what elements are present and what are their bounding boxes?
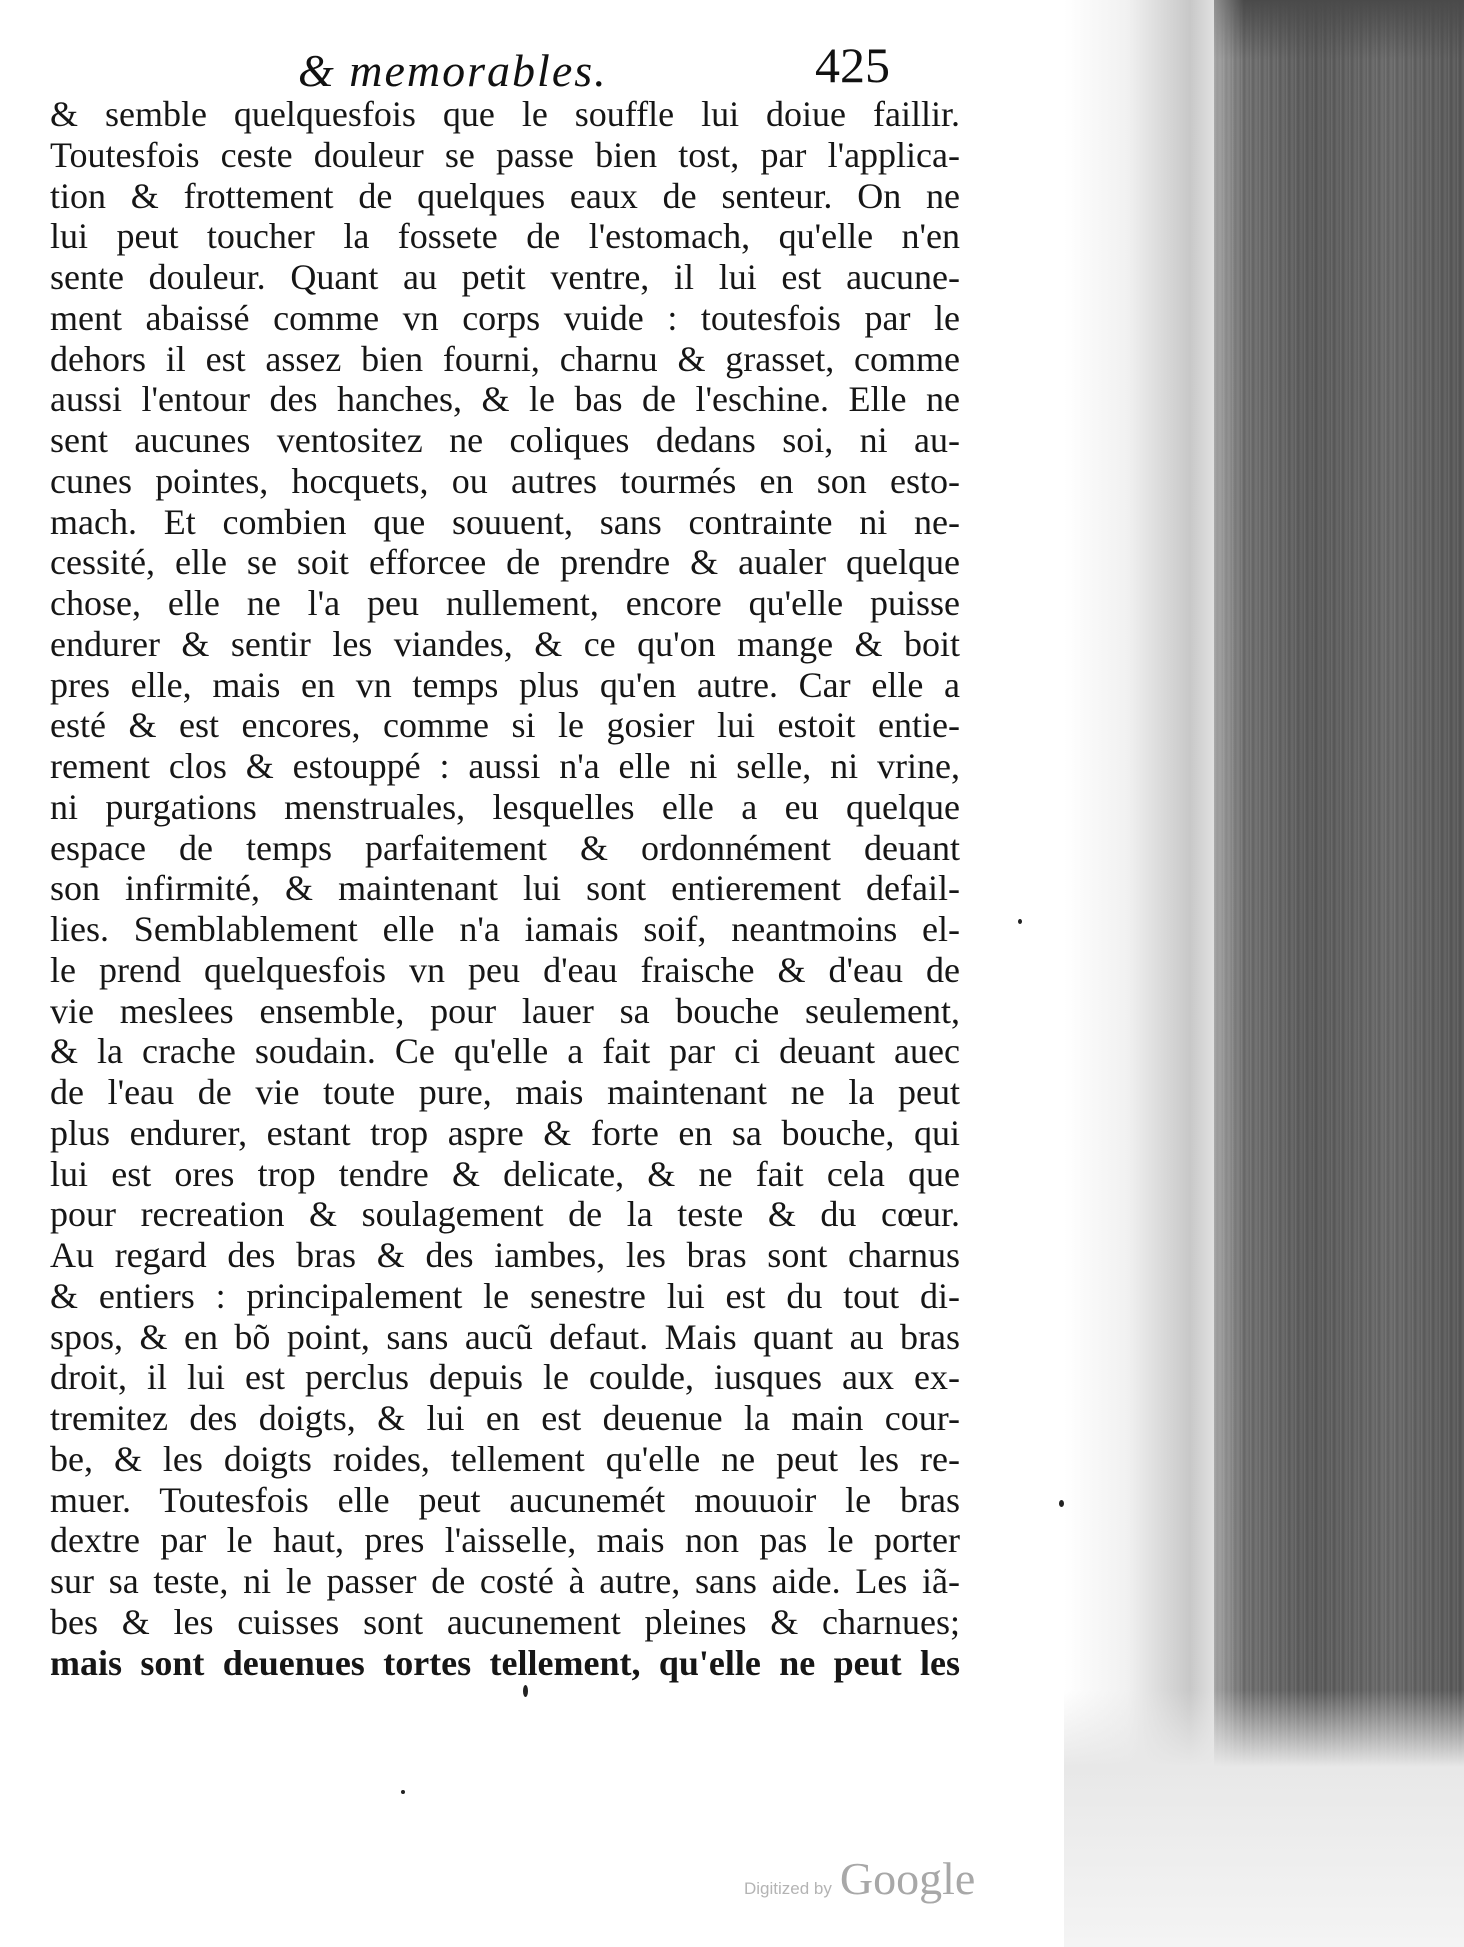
text-line: chose, elle ne l'a peu nullement, encore qu'elle puisse bbox=[50, 583, 960, 623]
ink-speck bbox=[1018, 919, 1022, 924]
text-line: vie meslees ensemble, pour lauer sa bouche seulement, bbox=[50, 990, 960, 1031]
digitized-label: Digitized by bbox=[744, 1879, 832, 1898]
text-line: spos, & en bõ point, sans aucũ defaut. Mais quant au bras bbox=[50, 1316, 960, 1357]
text-line: Au regard des bras & des iambes, les bras sont charnus bbox=[50, 1235, 960, 1275]
text-line: be, & les doigts roides, tellement qu'elle ne peut les re- bbox=[50, 1438, 960, 1479]
text-line: & entiers : principalement le senestre lui est du tout di- bbox=[50, 1275, 960, 1316]
text-line: bes & les cuisses sont aucunement pleines & charnues; bbox=[50, 1601, 960, 1642]
page-number: 425 bbox=[815, 37, 890, 93]
google-logo: Google bbox=[839, 1853, 976, 1904]
text-line: pres elle, mais en vn temps plus qu'en autre. Car elle a bbox=[50, 664, 960, 705]
text-line: rement clos & estouppé : aussi n'a elle ni selle, ni vrine, bbox=[50, 746, 960, 786]
text-line: lui peut toucher la fossete de l'estomach, qu'elle n'en bbox=[50, 216, 960, 257]
text-line: lies. Semblablement elle n'a iamais soif, neantmoins el- bbox=[50, 909, 960, 949]
text-line: cunes pointes, hocquets, ou autres tourmés en son esto- bbox=[50, 460, 960, 501]
text-line: le prend quelquesfois vn peu d'eau fraische & d'eau de bbox=[50, 949, 960, 990]
body-text bbox=[50, 92, 960, 1681]
text-line: cessité, elle se soit efforcee de prendre & aualer quelque bbox=[50, 542, 960, 583]
page-edge-fill bbox=[1214, 0, 1464, 1947]
page-edge-bottom bbox=[1064, 1690, 1464, 1947]
text-line: mais sont deuenues tortes tellement, qu'elle ne peut les bbox=[50, 1642, 960, 1683]
text-line: espace de temps parfaitement & ordonnément deuant bbox=[50, 827, 960, 868]
text-line: lui est ores trop tendre & delicate, & ne fait cela que bbox=[50, 1153, 960, 1194]
text-line: tremitez des doigts, & lui en est deuenue la main cour- bbox=[50, 1398, 960, 1438]
digitized-by-google-watermark bbox=[744, 1852, 975, 1905]
text-line: dextre par le haut, pres l'aisselle, mais non pas le porter bbox=[50, 1520, 960, 1561]
text-line: sur sa teste, ni le passer de costé à autre, sans aide. Les iã- bbox=[50, 1561, 960, 1601]
text-line: droit, il lui est perclus depuis le coulde, iusques aux ex- bbox=[50, 1357, 960, 1398]
ink-speck bbox=[401, 1790, 405, 1794]
page-edge-scan bbox=[1064, 0, 1464, 1947]
text-line: endurer & sentir les viandes, & ce qu'on mange & boit bbox=[50, 623, 960, 664]
text-line: ment abaissé comme vn corps vuide : toutesfois par le bbox=[50, 297, 960, 338]
text-line: aussi l'entour des hanches, & le bas de l'eschine. Elle ne bbox=[50, 379, 960, 420]
page-edge-fade bbox=[1064, 0, 1244, 1947]
text-line: pour recreation & soulagement de la teste & du cœur. bbox=[50, 1194, 960, 1235]
text-line: plus endurer, estant trop aspre & forte en sa bouche, qui bbox=[50, 1112, 960, 1153]
text-line: tion & frottement de quelques eaux de senteur. On ne bbox=[50, 175, 960, 216]
page-edge-shadow bbox=[1214, 0, 1464, 60]
text-line: ni purgations menstruales, lesquelles elle a eu quelque bbox=[50, 786, 960, 827]
text-line: son infirmité, & maintenant lui sont entierement defail- bbox=[50, 868, 960, 909]
text-line: Toutesfois ceste douleur se passe bien tost, par l'applica- bbox=[50, 134, 960, 175]
text-line: dehors il est assez bien fourni, charnu & grasset, comme bbox=[50, 338, 960, 379]
ink-speck bbox=[523, 1685, 528, 1697]
text-line: mach. Et combien que souuent, sans contrainte ni ne- bbox=[50, 501, 960, 542]
running-head: & memorables. bbox=[298, 45, 608, 96]
text-line: & la crache soudain. Ce qu'elle a fait par ci deuant auec bbox=[50, 1031, 960, 1072]
text-line: sente douleur. Quant au petit ventre, il lui est aucune- bbox=[50, 257, 960, 297]
text-line: muer. Toutesfois elle peut aucunemét mouuoir le bras bbox=[50, 1479, 960, 1520]
text-line: de l'eau de vie toute pure, mais maintenant ne la peut bbox=[50, 1072, 960, 1112]
text-line: sent aucunes ventositez ne coliques dedans soi, ni au- bbox=[50, 420, 960, 460]
text-line: & semble quelquesfois que le souffle lui doiue faillir. bbox=[50, 94, 960, 134]
text-line: esté & est encores, comme si le gosier lui estoit entie- bbox=[50, 705, 960, 746]
